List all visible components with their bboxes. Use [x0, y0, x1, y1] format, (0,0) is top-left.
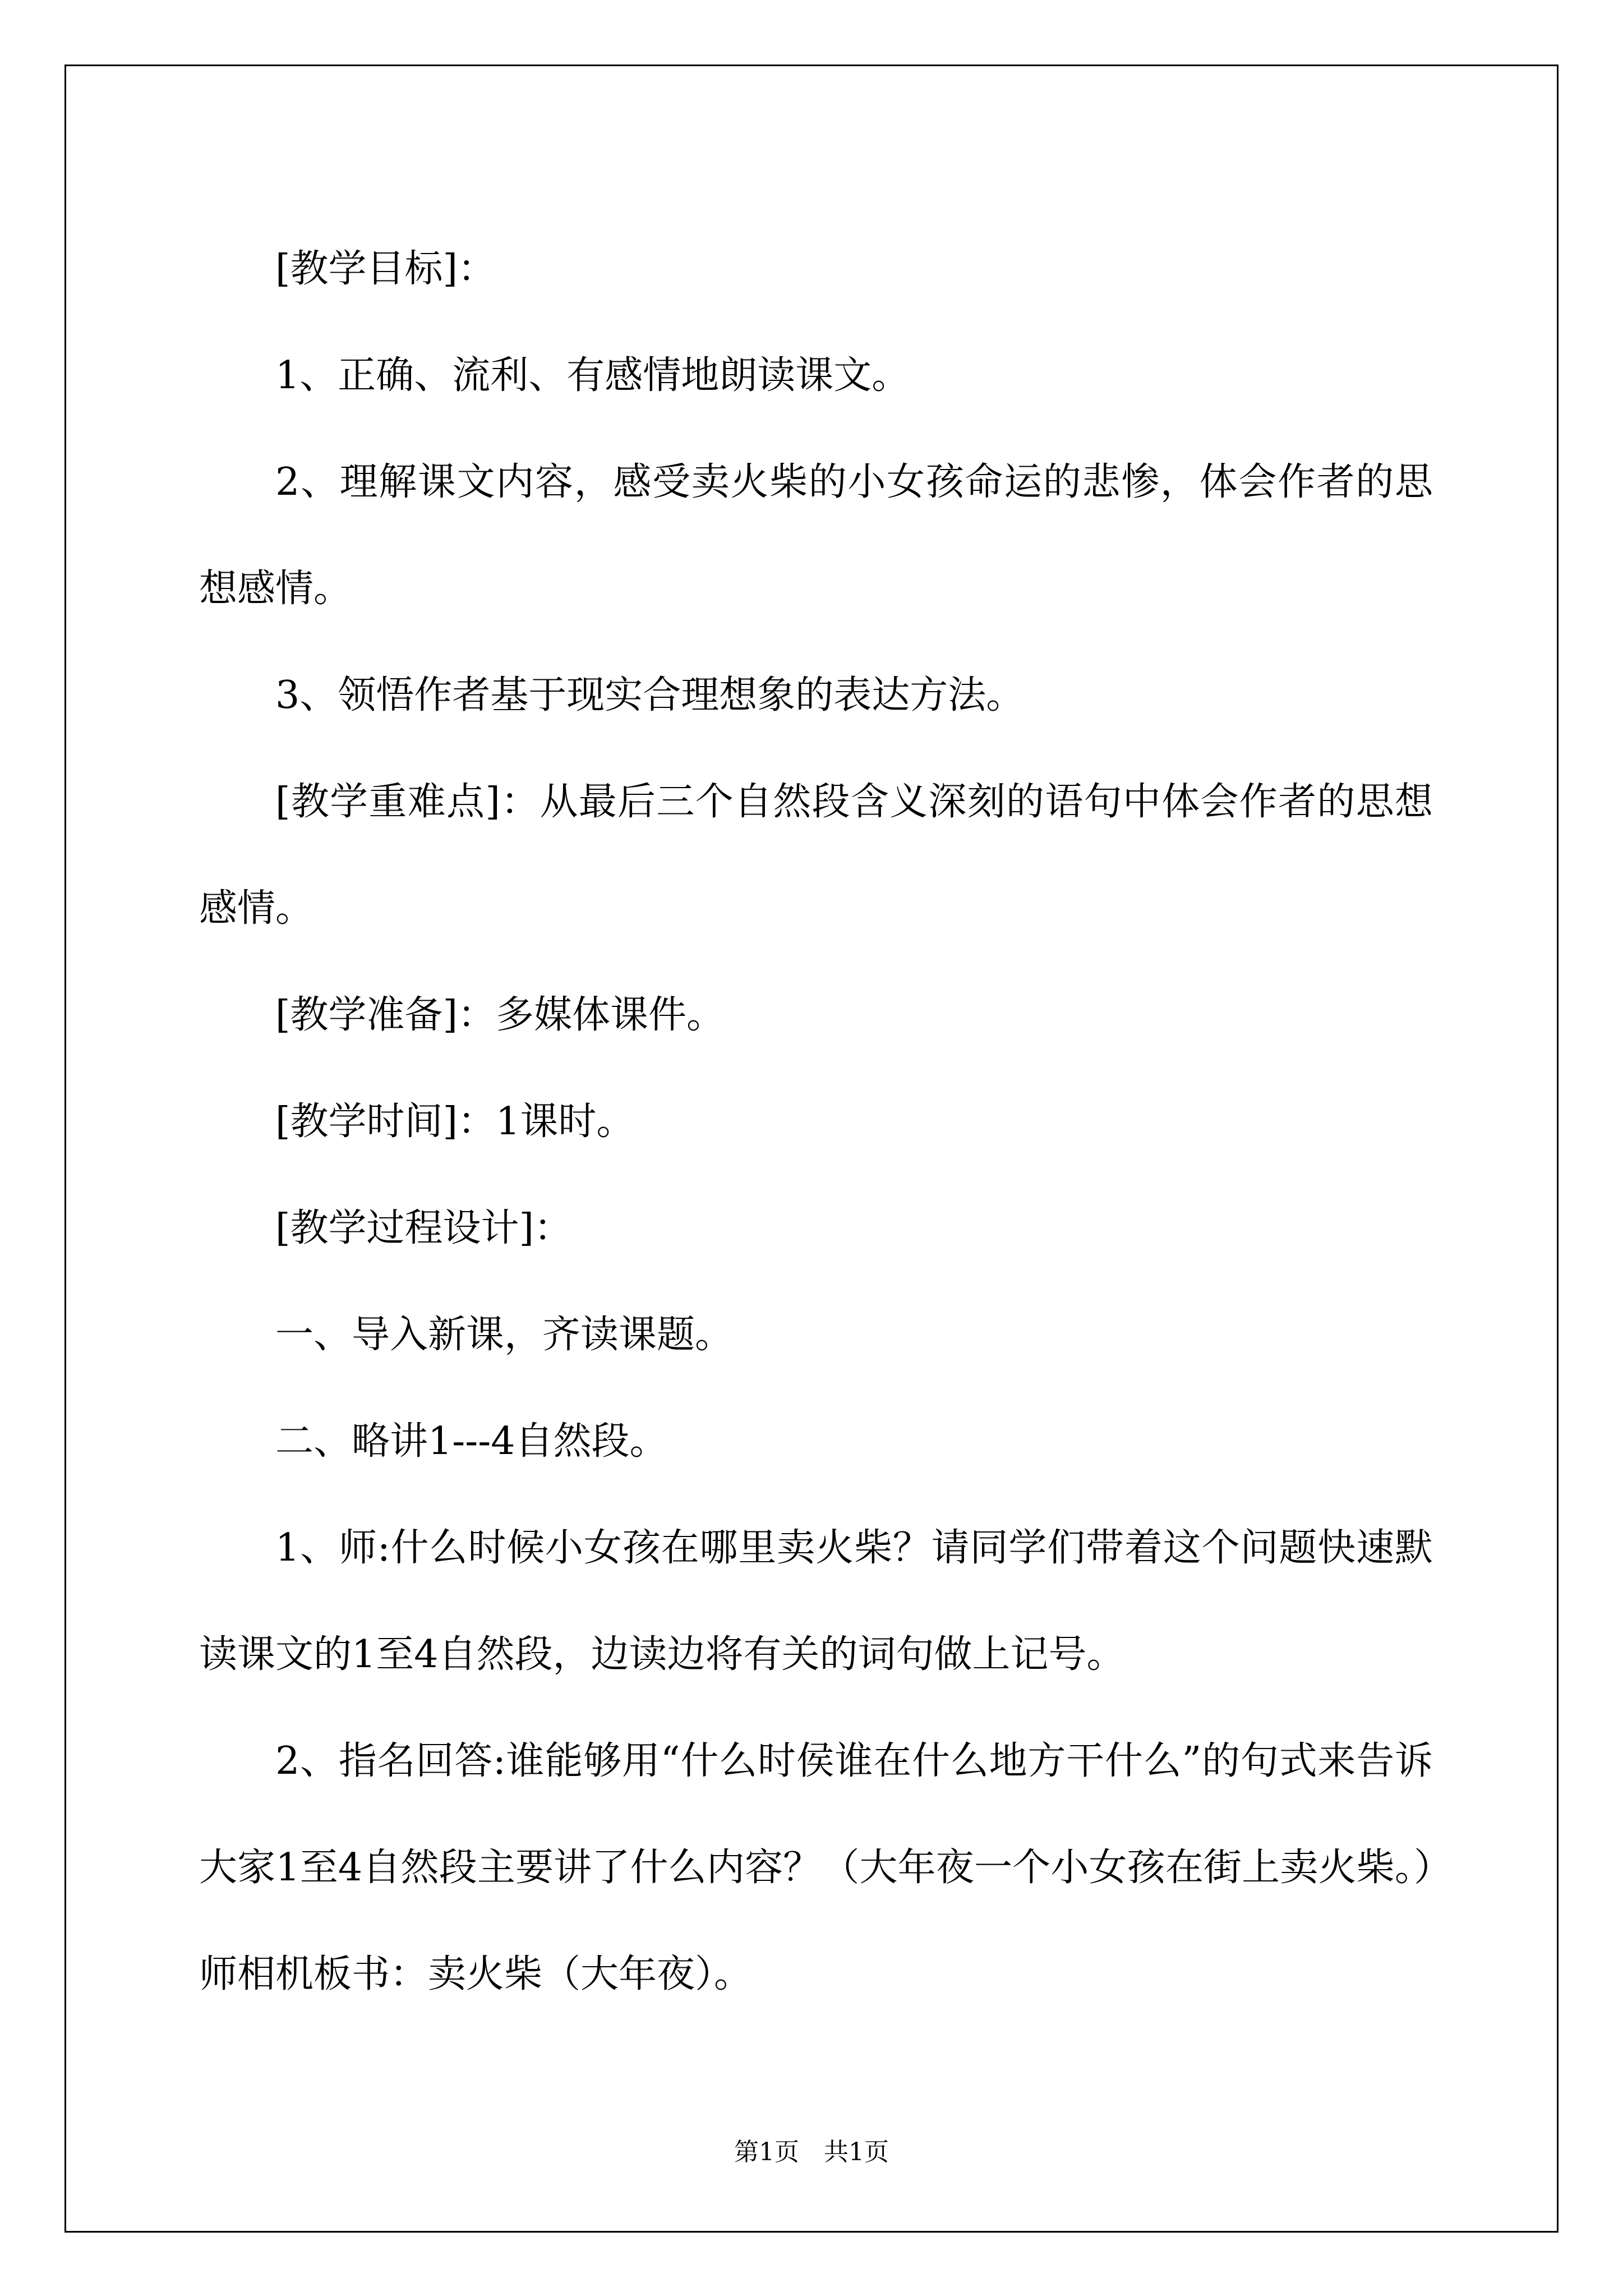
paragraph-teaching-goals-heading: [教学目标]： — [275, 247, 496, 291]
paragraph-goal-3: 3、领悟作者基于现实合理想象的表达方法。 — [275, 673, 1025, 717]
paragraph-goal-2: 2、理解课文内容，感受卖火柴的小女孩命运的悲惨，体会作者的思想感情。 — [199, 460, 1433, 611]
paragraph-goal-1: 1、正确、流利、有感情地朗读课文。 — [275, 353, 910, 398]
page-number-footer: 第1页 共1页 — [734, 2138, 889, 2166]
paragraph-step-1: 一、导入新课，齐读课题。 — [275, 1313, 734, 1357]
paragraph-step-2-item-1: 1、师:什么时候小女孩在哪里卖火柴？请同学们带着这个问题快速默读课文的1至4自然段，边读边将有关的词句做上记号。 — [199, 1526, 1433, 1677]
paragraph-time: [教学时间]：1课时。 — [275, 1099, 635, 1144]
paragraph-step-2-item-2: 2、指名回答:谁能够用“什么时侯谁在什么地方干什么”的句式来告诉大家1至4自然段主要讲了什么内容？（大年夜一个小女孩在街上卖火柴。）师相机板书：卖火柴（大年夜）。 — [199, 1739, 1433, 1996]
document-body — [199, 216, 1433, 2028]
paragraph-preparation: [教学准备]：多媒体课件。 — [275, 993, 725, 1037]
paragraph-step-2: 二、略讲1---4自然段。 — [275, 1419, 668, 1464]
paragraph-process-heading: [教学过程设计]： — [275, 1206, 573, 1250]
paragraph-key-difficulties: [教学重难点]：从最后三个自然段含义深刻的语句中体会作者的思想感情。 — [199, 780, 1433, 931]
